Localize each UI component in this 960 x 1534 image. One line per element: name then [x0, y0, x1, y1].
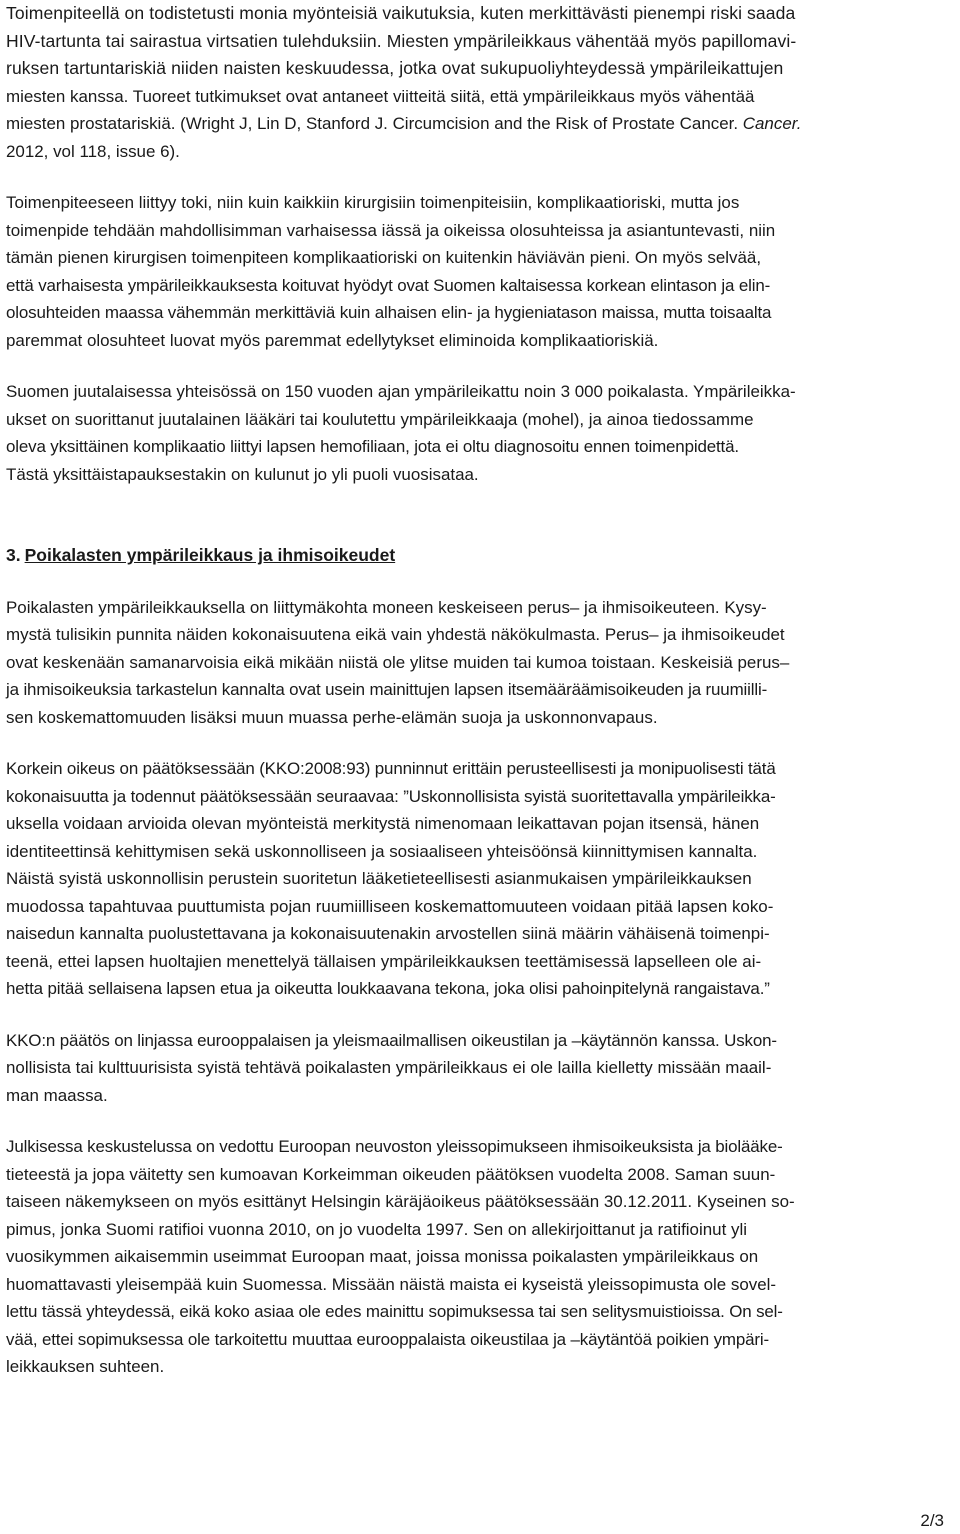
section-number: 3. — [6, 545, 21, 565]
text-line: man maassa. — [6, 1085, 108, 1105]
text-line: olosuhteiden maassa vähemmän merkittäviä kuin alhaisen elin- ja hygieniatason maissa, mutta toisaalta — [6, 303, 772, 322]
text-line: kokonaisuutta ja todennut päätöksessään seuraavaa: ”Uskonnollisista syistä suoritettavalla ympärileikka- — [6, 786, 776, 806]
text-line: Näistä syistä uskonnollisin perustein suoritetun lääketieteellisesti asianmukaisen ympärileikkauksen — [6, 869, 752, 888]
text-line: ruksen tartuntariskiä niiden naisten keskuudessa, jotka ovat sukupuoliyhteydessä ympärileikattujen — [6, 58, 784, 78]
text-line: HIV-tartunta tai sairastua virtsatien tulehduksiin. Miesten ympärileikkaus vähentää myös papillomavi- — [6, 30, 797, 51]
section-paragraph-2 — [6, 755, 956, 1003]
text-line: vuosikymmen aikaisemmin useimmat Euroopan maat, joissa monissa poikalasten ympärileikkaus on — [6, 1247, 759, 1266]
text-line: oleva yksittäinen komplikaatio liittyi lapsen hemofiliaan, jota ei oltu diagnosoitu ennen toimenpidettä. — [6, 437, 739, 456]
text-line: Suomen juutalaisessa yhteisössä on 150 vuoden ajan ympärileikattu noin 3 000 poikalasta. Ympärileikka- — [6, 382, 796, 401]
text-line: että varhaisesta ympärileikkauksesta koituvat hyödyt ovat Suomen kaltaisessa korkean elintason ja elin- — [6, 275, 771, 295]
text-line: ukset on suorittanut juutalainen lääkäri tai koulutettu ympärileikkaaja (mohel), ja ainoa tiedossamme — [6, 409, 754, 429]
text-line: vää, ettei sopimuksessa ole tarkoitettu muuttaa eurooppalaista oikeustilaa ja –käytäntöä poikien ympäri- — [6, 1329, 770, 1349]
text-line: miesten kanssa. Tuoreet tutkimukset ovat antaneet viitteitä siitä, että ympärileikkaus myös vähentää — [6, 86, 755, 106]
text-line: mystä tulisikin punnita näiden kokonaisuutena eikä vain yhdestä näkökulmasta. Perus– ja ihmisoikeudet — [6, 625, 785, 644]
text-line: ovat keskenään samanarvoisia eikä mikään niistä ole ylitse muiden tai kumoa toistaan. Keskeisiä perus– — [6, 652, 790, 672]
text-line: KKO:n päätös on linjassa eurooppalaisen ja yleismaailmallisen oikeustilan ja –käytännön kanssa. Uskon- — [6, 1030, 777, 1050]
section-title: Poikalasten ympärileikkaus ja ihmisoikeudet — [24, 545, 396, 565]
text-line: 2012, vol 118, issue 6). — [6, 141, 180, 161]
text-line: teenä, ettei lapsen huoltajien menettelyä tällaisen ympärileikkauksen teettämisessä lapselleen ole ai- — [6, 951, 762, 971]
text-line: muodossa tapahtuvaa puuttumista pojan ruumiilliseen koskemattomuuteen voidaan pitää lapsen koko- — [6, 896, 774, 916]
citation-text: miesten prostatariskiä. (Wright J, Lin D, Stanford J. Circumcision and the Risk of Prostate Cancer. — [6, 114, 739, 133]
text-line: ja ihmisoikeuksia tarkastelun kannalta ovat usein mainittujen lapsen itsemääräämisoikeuden ja ruumiilli- — [6, 680, 768, 699]
citation-journal: Cancer. — [742, 114, 802, 133]
text-line: huomattavasti yleisempää kuin Suomessa. Missään näistä maista ei kyseistä yleissopimusta ole sovel- — [6, 1274, 777, 1294]
text-line: paremmat olosuhteet luovat myös paremmat edellytykset eliminoida komplikaatioriskiä. — [6, 330, 659, 350]
text-line: leikkauksen suhteen. — [6, 1357, 165, 1376]
section-paragraph-3 — [6, 1027, 956, 1110]
text-line: Julkisessa keskustelussa on vedottu Euroopan neuvoston yleissopimukseen ihmisoikeuksista ja biolääke- — [6, 1137, 783, 1156]
text-line: toimenpide tehdään mahdollisimman varhaisessa iässä ja oikeissa olosuhteissa ja asiantuntevasti, niin — [6, 220, 776, 240]
text-line: nollisista tai kulttuurisista syistä tehtävä poikalasten ympärileikkaus ei ole lailla kielletty missään maail- — [6, 1058, 772, 1077]
text-line: Toimenpiteeseen liittyy toki, niin kuin kaikkiin kirurgisiin toimenpiteisiin, komplikaatioriski, mutta jos — [6, 193, 740, 212]
text-line: tämän pienen kirurgisen toimenpiteen komplikaatioriski on kuitenkin häviävän pieni. On myös selvää, — [6, 248, 762, 267]
section-paragraph-1 — [6, 594, 956, 732]
text-line: hetta pitää sellaisena lapsen etua ja oikeutta loukkaavana tekona, joka olisi pahoinpitelynä rangaistava.” — [6, 979, 770, 998]
text-line: Toimenpiteellä on todistetusti monia myönteisiä vaikutuksia, kuten merkittävästi pienempi riski saada — [6, 3, 796, 23]
text-line: Tästä yksittäistapauksestakin on kulunut jo yli puoli vuosisataa. — [6, 464, 479, 484]
text-line: Korkein oikeus on päätöksessään (KKO:2008:93) punninnut erittäin perusteellisesti ja monipuolisesti tätä — [6, 759, 776, 778]
text-line: tieteestä ja jopa väitetty sen kumoavan Korkeimman oikeuden päätöksen vuodelta 2008. Saman suun- — [6, 1164, 776, 1184]
text-line: lettu tässä yhteydessä, eikä koko asiaa ole edes mainittu sopimuksessa tai sen selitysmuistioissa. On sel- — [6, 1302, 783, 1321]
text-line: identiteettinsä kehittymisen sekä uskonnolliseen ja sosiaaliseen yhteisöönsä kiinnittymisen kannalta. — [6, 841, 758, 861]
document-page — [6, 0, 956, 1381]
text-line: uksella voidaan arvioida olevan myönteistä merkitystä nimenomaan leikattavan pojan itsensä, hänen — [6, 814, 760, 833]
text-line: sen koskemattomuuden lisäksi muun muassa perhe-elämän suoja ja uskonnonvapaus. — [6, 707, 658, 727]
text-line: taiseen näkemykseen on myös esittänyt Helsingin käräjäoikeus päätöksessään 30.12.2011. Kyseinen so- — [6, 1192, 795, 1211]
page-number: 2/3 — [920, 1511, 944, 1530]
paragraph-2 — [6, 189, 956, 354]
text-line: Poikalasten ympärileikkauksella on liittymäkohta moneen keskeiseen perus– ja ihmisoikeuteen. Kysy- — [6, 597, 767, 617]
section-heading — [6, 542, 956, 570]
paragraph-3 — [6, 378, 956, 488]
section-paragraph-4 — [6, 1133, 956, 1381]
text-line: naisedun kannalta puolustettavana ja kokonaisuutenakin arvostellen siinä määrin vähäisenä toimenpi- — [6, 924, 770, 943]
text-line: pimus, jonka Suomi ratifioi vuonna 2010, on jo vuodelta 1997. Sen on allekirjoittanut ja ratifioinut yli — [6, 1219, 747, 1239]
text-line — [6, 110, 956, 138]
paragraph-1 — [6, 0, 956, 165]
